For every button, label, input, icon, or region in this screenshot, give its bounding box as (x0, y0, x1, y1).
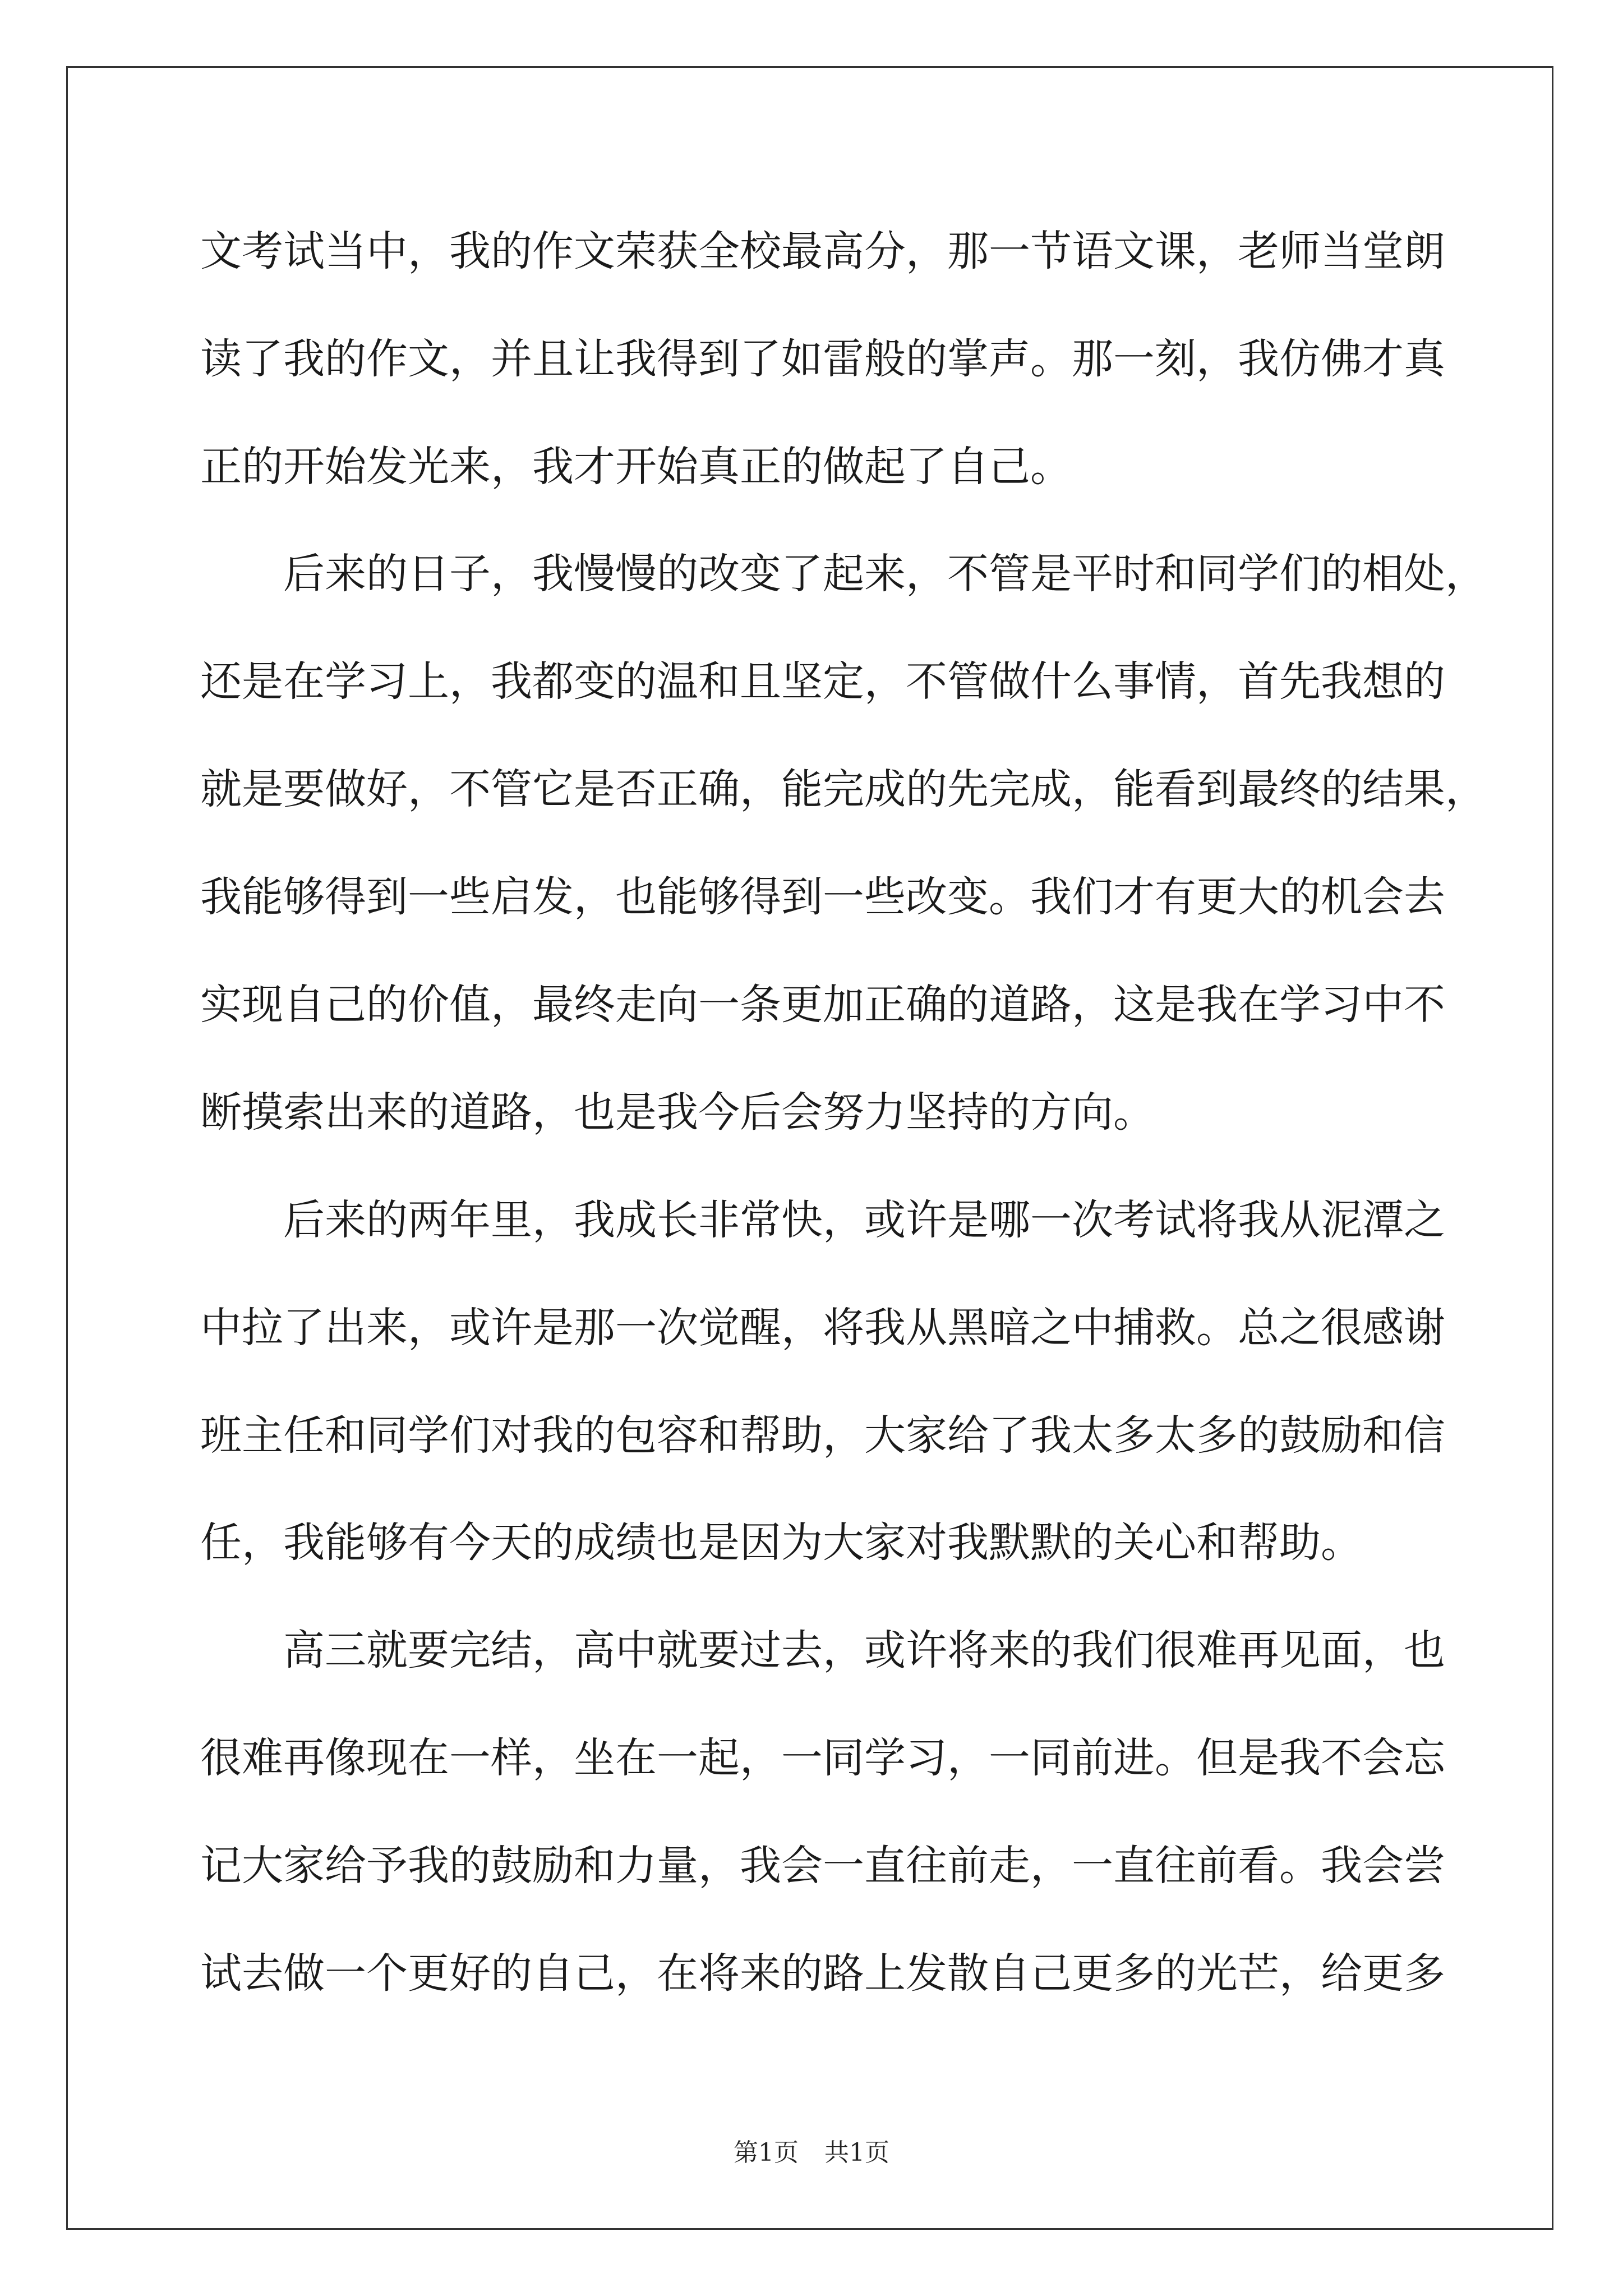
page-number-current: 第1页 (734, 2138, 799, 2167)
paragraph-line: 文考试当中，我的作文荣获全校最高分，那一节语文课，老师当堂朗 (200, 227, 1445, 275)
paragraph-line: 后来的日子，我慢慢的改变了起来，不管是平时和同学们的相处， (283, 550, 1487, 598)
paragraph-line: 中拉了出来，或许是那一次觉醒，将我从黑暗之中捕救。总之很感谢 (200, 1304, 1445, 1352)
paragraph-line: 还是在学习上，我都变的温和且坚定，不管做什么事情，首先我想的 (200, 657, 1445, 706)
page-footer (0, 2138, 1623, 2167)
paragraph-line: 很难再像现在一样，坐在一起，一同学习，一同前进。但是我不会忘 (200, 1734, 1445, 1782)
paragraph-line: 我能够得到一些启发，也能够得到一些改变。我们才有更大的机会去 (200, 873, 1445, 921)
paragraph-line: 实现自己的价值，最终走向一条更加正确的道路，这是我在学习中不 (200, 981, 1445, 1029)
paragraph-line: 班主任和同学们对我的包容和帮助，大家给了我太多太多的鼓励和信 (200, 1411, 1445, 1460)
paragraph-line: 后来的两年里，我成长非常快，或许是哪一次考试将我从泥潭之 (283, 1196, 1445, 1244)
paragraph-line: 断摸索出来的道路，也是我今后会努力坚持的方向。 (200, 1088, 1155, 1137)
page-border (66, 66, 1553, 2230)
paragraph-line: 记大家给予我的鼓励和力量，我会一直往前走，一直往前看。我会尝 (200, 1842, 1445, 1890)
paragraph-line: 任，我能够有今天的成绩也是因为大家对我默默的关心和帮助。 (200, 1519, 1362, 1567)
paragraph-line: 正的开始发光来，我才开始真正的做起了自己。 (200, 443, 1072, 491)
page-number-total: 共1页 (824, 2138, 889, 2167)
paragraph-line: 试去做一个更好的自己，在将来的路上发散自己更多的光芒，给更多 (200, 1949, 1445, 1998)
paragraph-line: 读了我的作文，并且让我得到了如雷般的掌声。那一刻，我仿佛才真 (200, 335, 1445, 383)
paragraph-line: 就是要做好，不管它是否正确，能完成的先完成，能看到最终的结果， (200, 765, 1487, 813)
paragraph-line: 高三就要完结，高中就要过去，或许将来的我们很难再见面，也 (283, 1626, 1445, 1674)
